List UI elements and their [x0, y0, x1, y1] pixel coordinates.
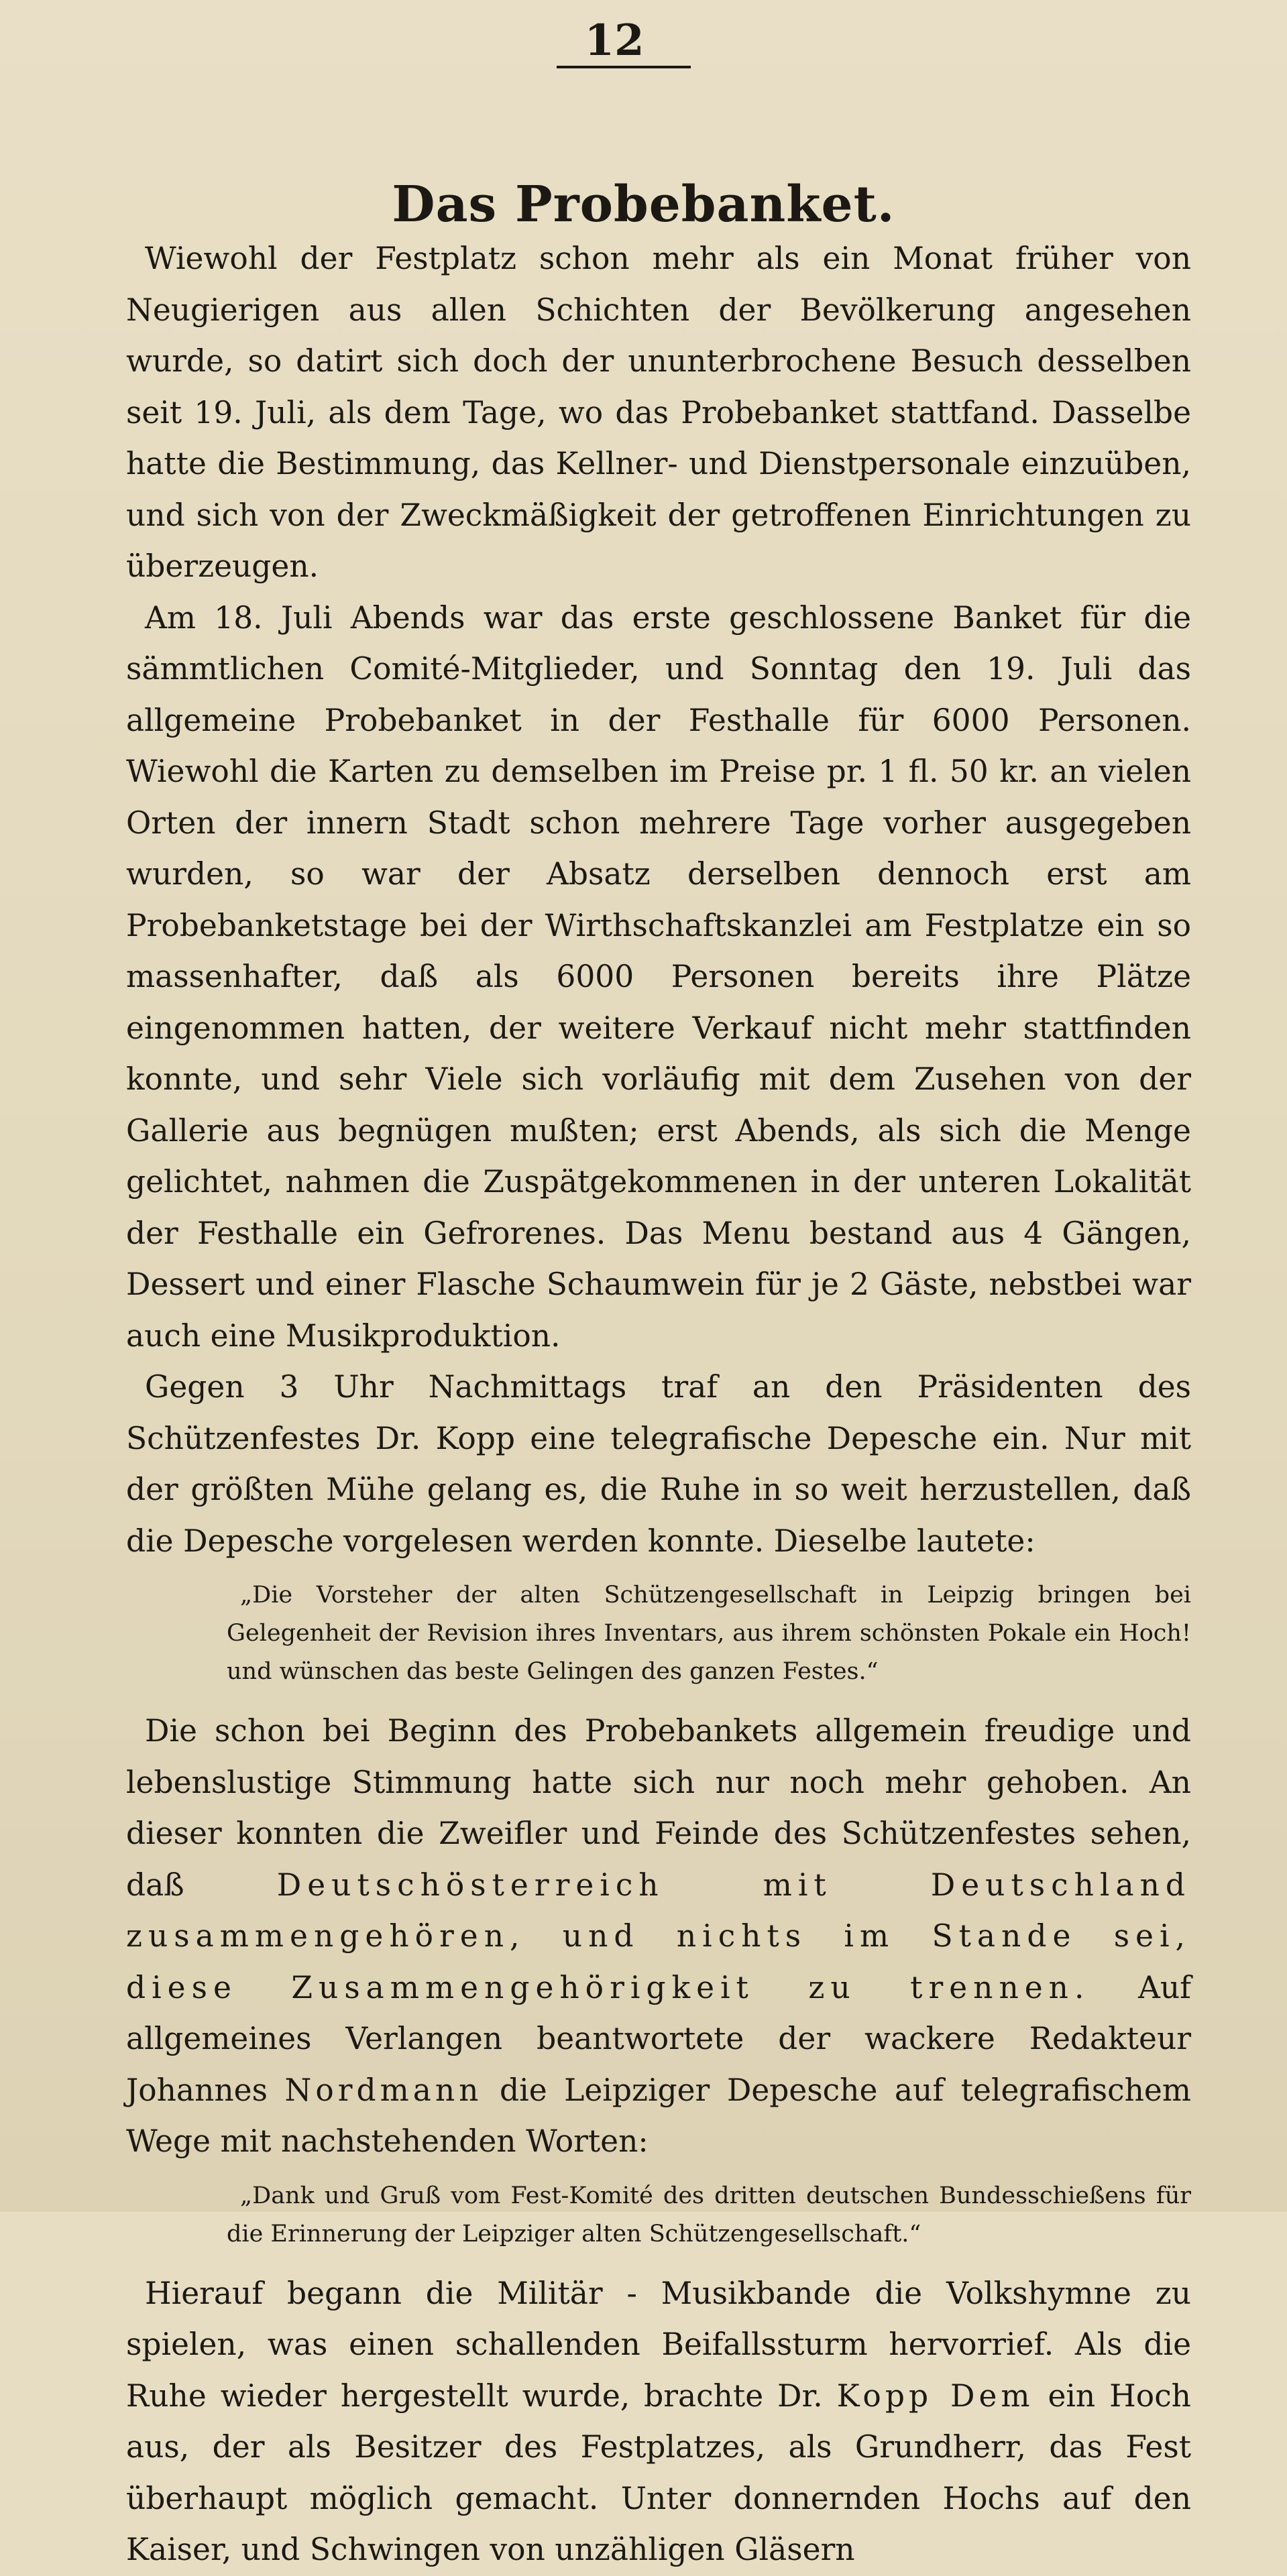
- telegram-quote-reply: „Dank und Gruß vom Fest-Komité des dritten deutschen Bundesschießens für die Erinnerung der Leipziger alten Schützengesellschaft.“: [227, 2182, 1191, 2247]
- chapter-title: Das Probebanket.: [392, 175, 895, 233]
- spaced-emphasis-kopp: Kopp Dem: [836, 2378, 1034, 2414]
- paragraph-5: [126, 2268, 1191, 2576]
- paragraph-1: Wiewohl der Festplatz schon mehr als ein Monat früher von Neugierigen aus allen Schichten der Bevölkerung angesehen wurde, so datirt sich doch der ununterbrochene Besuch desselben seit 19. Juli, als dem Tage, wo das Probebanket stattfand. Dasselbe hatte die Bestimmung, das Kellner- und Dienstpersonale einzuüben, und sich von der Zweckmäßigkeit der getroffenen Einrichtungen zu überzeugen.: [126, 241, 1191, 584]
- header-rule: [557, 66, 691, 68]
- paragraph-5-text-b: ein Hoch aus, der als Besitzer des Festplatzes, als Grundherr, das Fest überhaupt möglich gemacht. Unter donnernden Hochs auf den Kaiser, und Schwingen von unzähligen Gläsern: [126, 2378, 1191, 2567]
- paragraph-5-text-a: Hierauf begann die Militär - Musikbande die Volkshymne zu spielen, was einen schallenden Beifallssturm hervorrief. Als die Ruhe wieder hergestellt wurde, brachte Dr.: [126, 2275, 1191, 2414]
- paragraph-2: Am 18. Juli Abends war das erste geschlossene Banket für die sämmtlichen Comité-Mitglieder, und Sonntag den 19. Juli das allgemeine Probebanket in der Festhalle für 6000 Personen. Wiewohl die Karten zu demselben im Preise pr. 1 fl. 50 kr. an vielen Orten der innern Stadt schon mehrere Tage vorher ausgegeben wurden, so war der Absatz derselben dennoch erst am Probebanketstage bei der Wirthschaftskanzlei am Festplatze ein so massenhafter, daß als 6000 Personen bereits ihre Plätze eingenommen hatten, der weitere Verkauf nicht mehr stattfinden konnte, und sehr Viele sich vorläufig mit dem Zusehen von der Gallerie aus begnügen mußten; erst Abends, als sich die Menge gelichtet, nahmen die Zuspätgekommenen in der unteren Lokalität der Festhalle ein Gefrorenes. Das Menu bestand aus 4 Gängen, Dessert und einer Flasche Schaumwein für je 2 Gäste, nebstbei war auch eine Musikproduktion.: [126, 599, 1191, 1354]
- paragraph-4-text-c: die Leipziger Depesche auf telegrafischem Wege mit nachstehenden Worten:: [126, 2072, 1191, 2159]
- paragraph-4-text-b: Auf allgemeines Verlangen beantwortete der wackere Redakteur Johannes: [126, 1969, 1191, 2108]
- paragraph-4: [126, 1706, 1191, 2168]
- paragraph-4-text-a: Die schon bei Beginn des Probebankets allgemein freudige und lebenslustige Stimmung hatte sich nur noch mehr gehoben. An dieser konnten die Zweifler und Feinde des Schützenfestes sehen, daß: [126, 1713, 1191, 1903]
- spaced-emphasis-deutschoesterreich: Deutschösterreich mit Deutschland zusammengehören, und nichts im Stande sei, diese Zusammengehörigkeit zu trennen.: [126, 1867, 1191, 2005]
- page-number-header: [537, 15, 692, 67]
- spaced-emphasis-nordmann: Nordmann: [284, 2072, 483, 2108]
- paragraph-3: Gegen 3 Uhr Nachmittags traf an den Präsidenten des Schützenfestes Dr. Kopp eine telegrafische Depesche ein. Nur mit der größten Mühe gelang es, die Ruhe in so weit herzustellen, daß die Depesche vorgelesen werden konnte. Dieselbe lautete:: [126, 1369, 1191, 1559]
- telegram-quote-leipzig: „Die Vorsteher der alten Schützengesellschaft in Leipzig bringen bei Gelegenheit der Revision ihres Inventars, aus ihrem schönsten Pokale ein Hoch! und wünschen das beste Gelingen des ganzen Festes.“: [227, 1582, 1191, 1685]
- body-text: [126, 233, 1191, 2576]
- page-number: 12: [584, 15, 645, 66]
